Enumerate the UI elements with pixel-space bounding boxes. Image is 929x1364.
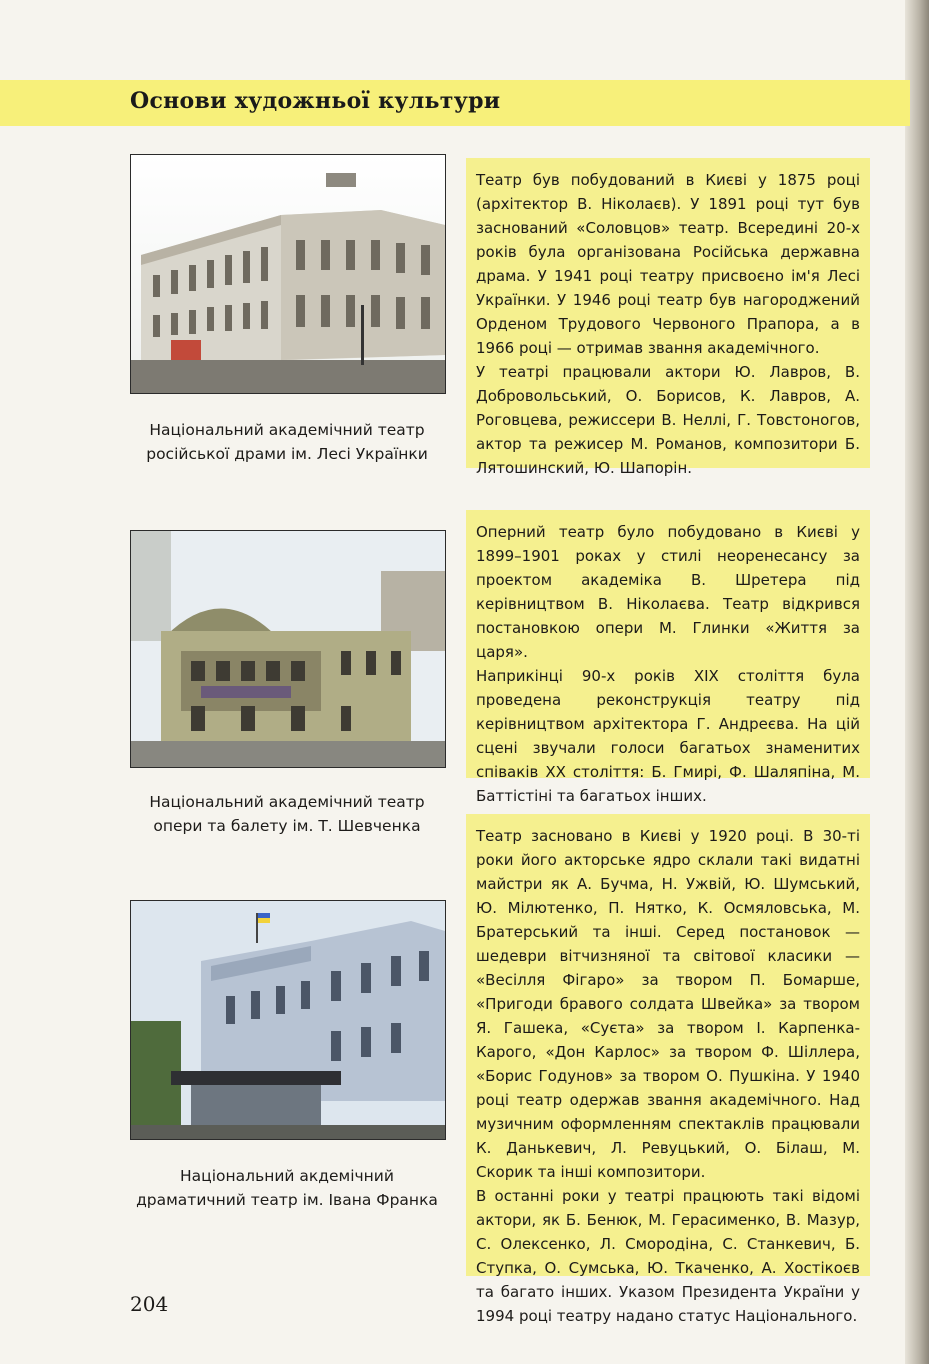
paragraph: Театр був побудований в Києві у 1875 році (архітектор В. Ніколаєв). У 1891 році тут був заснований «Соловцов» театр. Всередині 20-х років була організована Російська державна драма. У 1941 році театру присвоєно ім'я Лесі Українки. У 1946 році театр був нагороджений Орденом Трудового Червоного Прапора, а в 1966 році — отримав звання академічного.	[476, 171, 860, 357]
paragraph: Театр засновано в Києві у 1920 році. В 30-ті роки його акторське ядро склали такі видатні майстри як А. Бучма, Н. Ужвій, Ю. Шумський, Ю. Мілютенко, П. Нятко, К. Осмяловська, М. Братерський та інші. Серед постановок — шедеври вітчизняної та світової класики — «Весілля Фігаро» за твором П. Бомарше, «Пригоди бравого солдата Швейка» за твором Я. Гашека, «Суєта» за твором І. Карпенка-Карого, «Дон Карлос» за твором Ф. Шіллера, «Борис Годунов» за твором О. Пушкіна. У 1940 році театр одержав звання академічного. Над музичним оформленням спектаклів працювали К. Данькевич, Л. Ревуцький, О. Білаш, М. Скорик та інші композитори.	[476, 827, 860, 1181]
page-title: Основи художньої культури	[130, 88, 501, 114]
opera-theatre-caption: Національний академічний театр опери та балету ім. Т. Шевченка	[149, 793, 425, 835]
paragraph: Оперний театр було побудовано в Києві у 1899–1901 роках у стилі неоренесансу за проектом академіка В. Шретера під керівництвом В. Ніколаєва. Театр відкрився постановкою опери М. Глинки «Життя за царя».	[476, 523, 860, 661]
franko-theatre-photo	[130, 900, 446, 1140]
franko-theatre-text	[466, 814, 870, 1325]
opera-theatre-text	[466, 510, 870, 805]
page-number: 204	[130, 1292, 169, 1316]
paragraph: У театрі працювали актори Ю. Лавров, В. Добровольський, О. Борисов, К. Лавров, А. Роговцева, режиссери В. Неллі, Г. Товстоногов, актор та режисер М. Романов, композитори Б. Лятошинский, Ю. Шапорін.	[476, 363, 860, 477]
lesya-ukrainka-theatre-text	[466, 158, 870, 477]
opera-theatre-photo	[130, 530, 446, 768]
page-edge	[905, 0, 929, 1364]
franko-theatre-caption: Національний акдемічний драматичний театр ім. Івана Франка	[136, 1167, 438, 1209]
lesya-ukrainka-theatre-caption: Національний академічний театр російської драми ім. Лесі Українки	[146, 421, 428, 463]
paragraph: Наприкінці 90-х років XIX століття була проведена реконструкція театру під керівництвом архітектора Г. Андреєва. На цій сцені звучали голоси багатьох знаменитих співаків XX століття: Б. Гмирі, Ф. Шаляпіна, М. Баттістіні та багатьох інших.	[476, 667, 860, 805]
lesya-ukrainka-theatre-photo	[130, 154, 446, 394]
paragraph: В останні роки у театрі працюють такі відомі актори, як Б. Бенюк, М. Герасименко, В. Мазур, С. Олексенко, Л. Смородіна, С. Станкевич, Б. Ступка, О. Сумська, Ю. Ткаченко, А. Хостікоєв та багато інших. Указом Президента України у 1994 році театру надано статус Національного.	[476, 1187, 860, 1325]
